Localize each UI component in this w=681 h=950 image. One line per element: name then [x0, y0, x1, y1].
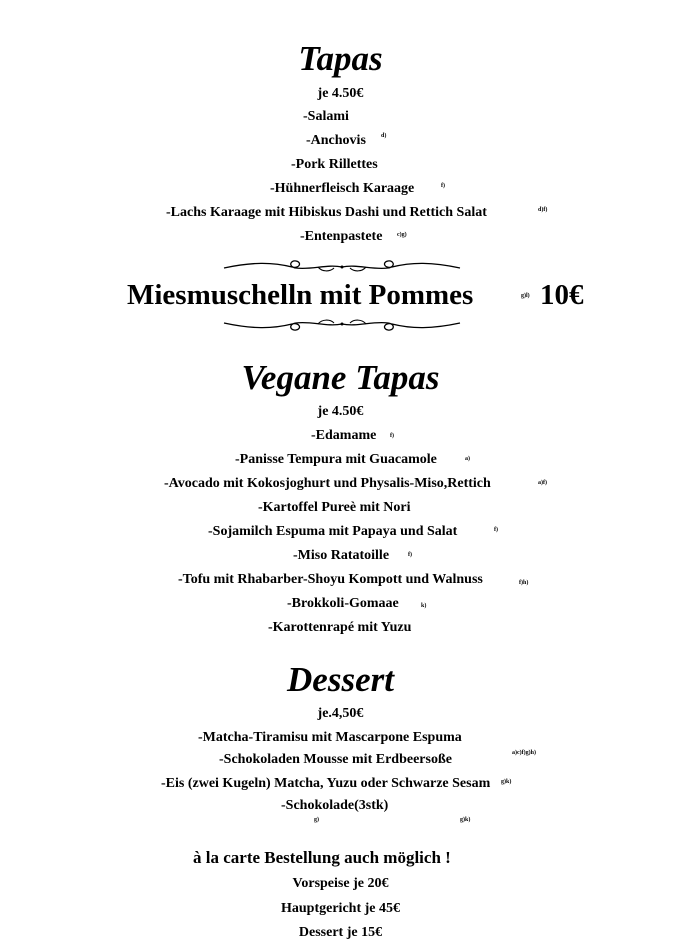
flourish-divider-icon: [222, 258, 462, 276]
dessert-price: je.4,50€: [317, 706, 364, 721]
tapas-item: -Lachs Karaage mit Hibiskus Dashi und Rettich Salat: [166, 205, 487, 220]
allergen-note: f): [494, 527, 498, 533]
vegan-item: -Tofu mit Rhabarber-Shoyu Kompott und Walnuss: [178, 572, 483, 587]
allergen-note: a): [465, 456, 470, 462]
allergen-note: d)f): [538, 207, 548, 213]
dessert-item: -Eis (zwei Kugeln) Matcha, Yuzu oder Schwarze Sesam: [161, 776, 491, 791]
vegan-item: -Brokkoli-Gomaae: [287, 596, 399, 611]
allergen-note: g)k): [501, 779, 512, 785]
allergen-note: d): [381, 133, 387, 139]
dessert-title: Dessert: [287, 660, 394, 699]
allergen-note: f): [390, 433, 394, 439]
allergen-note: g)l): [521, 293, 530, 299]
vegan-item: -Edamame: [311, 428, 377, 443]
alacarte-line: Vorspeise je 20€: [292, 876, 389, 891]
allergen-note: g): [314, 817, 319, 823]
tapas-item: -Anchovis: [306, 133, 366, 148]
flourish-divider-icon: [222, 315, 462, 333]
tapas-item: -Salami: [303, 109, 349, 124]
vegan-title: Vegane Tapas: [241, 358, 440, 397]
vegan-item: -Avocado mit Kokosjoghurt und Physalis-Miso,Rettich: [164, 476, 491, 491]
allergen-note: a)f): [538, 480, 547, 486]
tapas-item: -Pork Rillettes: [291, 157, 378, 172]
vegan-price: je 4.50€: [317, 404, 364, 419]
tapas-item: -Hühnerfleisch Karaage: [270, 181, 415, 196]
allergen-note: f): [441, 183, 445, 189]
vegan-item: -Sojamilch Espuma mit Papaya und Salat: [208, 524, 458, 539]
alacarte-line: Hauptgericht je 45€: [281, 901, 400, 916]
vegan-item: -Miso Ratatoille: [293, 548, 390, 563]
special-dish: Miesmuschelln mit Pommes: [127, 279, 474, 311]
dessert-item: -Schokoladen Mousse mit Erdbeersoße: [219, 752, 452, 767]
vegan-item: -Panisse Tempura mit Guacamole: [235, 452, 437, 467]
vegan-item: -Karottenrapé mit Yuzu: [268, 620, 412, 635]
allergen-note: c)g): [397, 232, 407, 238]
dessert-item: -Matcha-Tiramisu mit Mascarpone Espuma: [198, 730, 462, 745]
special-price: 10€: [540, 279, 584, 311]
dessert-item: -Schokolade(3stk): [281, 798, 389, 813]
allergen-note: f): [408, 552, 412, 558]
vegan-item: -Kartoffel Pureè mit Nori: [258, 500, 411, 515]
tapas-price: je 4.50€: [317, 86, 364, 101]
allergen-note: g)k): [460, 817, 471, 823]
tapas-item: -Entenpastete: [300, 229, 383, 244]
allergen-note: k): [421, 603, 427, 609]
alacarte-line: Dessert je 15€: [298, 925, 383, 940]
alacarte-title: à la carte Bestellung auch möglich !: [193, 848, 451, 867]
allergen-note: a)c)f)g)h): [512, 750, 536, 756]
tapas-title: Tapas: [298, 39, 383, 78]
allergen-note: f)h): [519, 580, 529, 586]
